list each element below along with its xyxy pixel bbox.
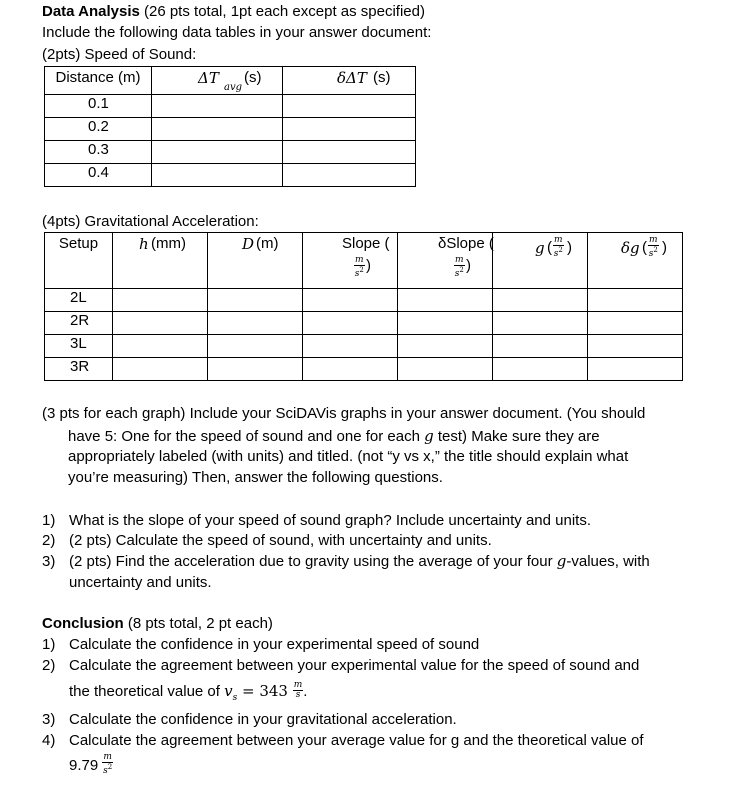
grav-col-dg: δg ( $\frac{m}{s^2}$ ) [588,233,683,289]
conclusion-item-2-cont: the theoretical value of $v_s = 343$ $\frac{m}{s}$ . [69,679,308,703]
ddt-symbol: δΔT [337,69,367,87]
sound-col-ddt [283,67,416,95]
sound-row-1: 0.1 [45,95,152,118]
graphs-para-l4: you’re measuring) Then, answer the following questions. [68,469,443,486]
conclusion-item-4-cont: 9.79 $\frac{m}{s^2}$ [69,751,113,776]
graphs-para-l2: have 5: One for the speed of sound and one for each g test) Make sure they are [68,427,600,445]
conclusion-list: 1) Calculate the confidence in your experimental speed of sound 2) Calculate the agreement between your experimental value for the speed of sound and the theoretical value of $v_s = 343$ $\frac{m}{s}$ . 3) Calculate the confidence in your gravitational acceleration. 4) Calculate the agreement between your average value for g and the theoretical value of 9.79 $\frac{m}{s^2}$ [42,634,732,784]
grav-table [44,232,683,381]
grav-col-slope: Slope ( $\frac{m}{s^2}$ ) [303,233,398,289]
grav-col-h: h (mm) [113,233,208,289]
dt-symbol: ΔT [198,69,219,87]
grav-col-d: D (m) [208,233,303,289]
dt-unit: (s) [244,69,262,86]
grav-col-g: g ( $\frac{m}{s^2}$ ) [493,233,588,289]
graphs-para-l1: (3 pts for each graph) Include your SciDAVis graphs in your answer document. (You should [42,405,646,422]
sound-row-2: 0.2 [45,118,152,141]
ddt-unit: (s) [373,69,391,86]
grav-col-dslope: δSlope ( $\frac{m}{s^2}$ ) [398,233,493,289]
heading-title-rest: (26 pts total, 1pt each except as specified) [139,3,425,20]
sound-col-distance: Distance (m) [45,67,152,95]
grav-row-4: 3R [45,358,113,381]
heading-title: Data Analysis [42,3,140,20]
heading-line-2: Include the following data tables in your answer document: [42,24,432,41]
sound-table [44,66,416,187]
dt-sub: avg [224,82,243,93]
grav-col-setup: Setup [45,233,113,289]
sound-row-4: 0.4 [45,164,152,187]
sound-col-dt [152,67,283,95]
heading-line-1 [42,2,425,22]
heading-line-3: (2pts) Speed of Sound: [42,46,197,63]
sound-row-3: 0.3 [45,141,152,164]
grav-row-2: 2R [45,312,113,335]
graphs-para-l3: appropriately labeled (with units) and titled. (not “y vs x,” the title should explain what [68,448,629,465]
questions-list: 1) What is the slope of your speed of sound graph? Include uncertainty and units. 2) (2 pts) Calculate the speed of sound, with uncertainty and units. 3) (2 pts) Find the acceleration due to gravity using the average of your four g-values, with uncertainty and units. [42,512,650,591]
grav-title: (4pts) Gravitational Acceleration: [42,213,259,230]
grav-row-1: 2L [45,289,113,312]
conclusion-title: Conclusion (8 pts total, 2 pt each) [42,615,273,632]
grav-row-3: 3L [45,335,113,358]
